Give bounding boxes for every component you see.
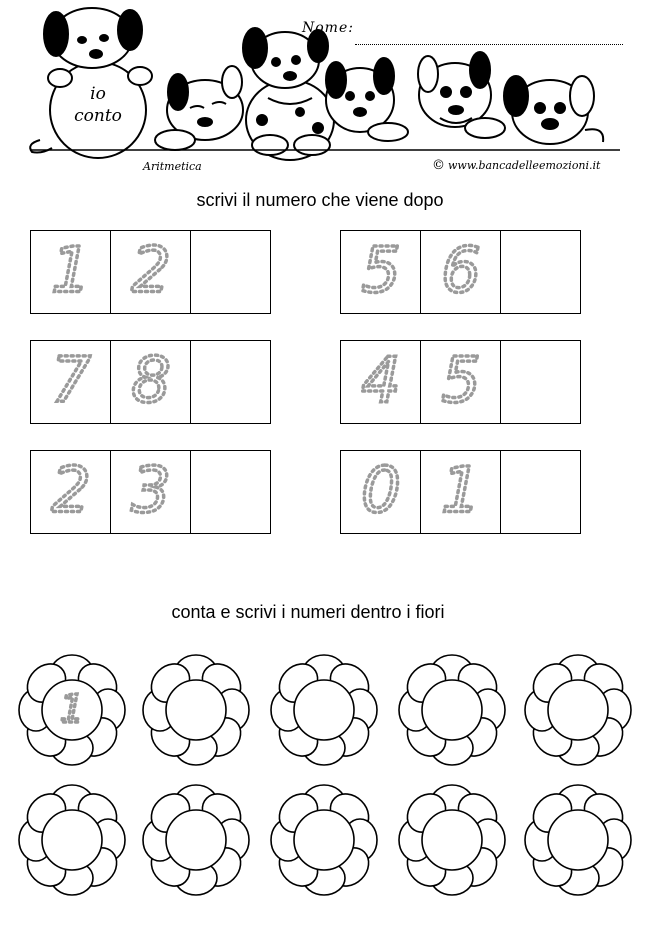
svg-text:1: 1	[59, 686, 85, 731]
svg-text:2: 2	[130, 233, 171, 307]
dotted-digit-cell	[31, 341, 111, 423]
flower[interactable]	[268, 778, 380, 900]
name-field[interactable]	[355, 44, 623, 45]
svg-text:7: 7	[50, 343, 91, 417]
svg-text:2: 2	[50, 453, 91, 527]
dotted-digit	[351, 232, 411, 312]
flower-number	[16, 778, 128, 900]
number-sequence-box	[340, 340, 581, 424]
dotted-digit	[41, 342, 101, 422]
dotted-digit-cell	[341, 451, 421, 533]
flower-number	[268, 778, 380, 900]
dotted-digit	[351, 452, 411, 532]
flower-number	[522, 648, 634, 770]
svg-text:0: 0	[360, 453, 401, 527]
flower[interactable]	[140, 648, 252, 770]
dotted-digit	[121, 342, 181, 422]
subject-label: Aritmetica	[143, 160, 202, 173]
flower-number	[16, 648, 128, 770]
flower[interactable]	[522, 648, 634, 770]
website-credit	[432, 158, 600, 173]
flower[interactable]	[140, 778, 252, 900]
dotted-digit	[431, 452, 491, 532]
dotted-digit-cell	[421, 341, 501, 423]
svg-text:3: 3	[130, 453, 171, 527]
answer-cell[interactable]	[501, 451, 580, 533]
svg-text:1: 1	[50, 233, 91, 307]
dotted-digit	[431, 232, 491, 312]
website-text: www.bancadelleemozioni.it	[448, 159, 601, 172]
flower[interactable]	[16, 778, 128, 900]
instruction-count-flowers: conta e scrivi i numeri dentro i fiori	[171, 602, 445, 622]
flower-number	[522, 778, 634, 900]
name-label: Nome:	[302, 20, 354, 36]
flower[interactable]	[522, 778, 634, 900]
svg-text:4: 4	[360, 343, 401, 417]
answer-cell[interactable]	[191, 231, 270, 313]
number-sequence-box	[340, 450, 581, 534]
instruction-next-number: scrivi il numero che viene dopo	[196, 190, 444, 210]
svg-text:1: 1	[440, 453, 481, 527]
flower[interactable]	[268, 648, 380, 770]
svg-text:6: 6	[440, 233, 481, 307]
answer-cell[interactable]	[501, 341, 580, 423]
flower-number	[396, 778, 508, 900]
dotted-digit-cell	[111, 231, 191, 313]
dotted-digit-cell	[341, 341, 421, 423]
dotted-digit	[41, 232, 101, 312]
dotted-digit-cell	[341, 231, 421, 313]
flower[interactable]	[396, 778, 508, 900]
dotted-digit-cell	[31, 231, 111, 313]
flower[interactable]	[396, 648, 508, 770]
dotted-digit	[351, 342, 411, 422]
number-sequence-box	[30, 450, 271, 534]
dotted-digit-cell	[31, 451, 111, 533]
flower-number	[396, 648, 508, 770]
badge-line-2: conto	[74, 106, 122, 126]
flower-number	[268, 648, 380, 770]
answer-cell[interactable]	[191, 451, 270, 533]
dotted-digit-cell	[111, 451, 191, 533]
flower-number	[140, 648, 252, 770]
flower[interactable]	[16, 648, 128, 770]
dotted-digit	[121, 232, 181, 312]
dotted-digit	[41, 452, 101, 532]
svg-text:5: 5	[440, 343, 481, 417]
number-sequence-box	[30, 340, 271, 424]
dotted-digit	[121, 452, 181, 532]
copyright-symbol: ©	[432, 158, 445, 173]
number-sequence-box	[340, 230, 581, 314]
dotted-digit-cell	[421, 231, 501, 313]
dotted-digit-cell	[421, 451, 501, 533]
answer-cell[interactable]	[501, 231, 580, 313]
dotted-digit	[431, 342, 491, 422]
flower-number	[140, 778, 252, 900]
number-sequence-box	[30, 230, 271, 314]
badge-line-1: io	[90, 84, 106, 104]
svg-text:8: 8	[130, 343, 171, 417]
answer-cell[interactable]	[191, 341, 270, 423]
svg-text:5: 5	[360, 233, 401, 307]
worksheet-header	[0, 0, 650, 180]
dotted-digit-cell	[111, 341, 191, 423]
